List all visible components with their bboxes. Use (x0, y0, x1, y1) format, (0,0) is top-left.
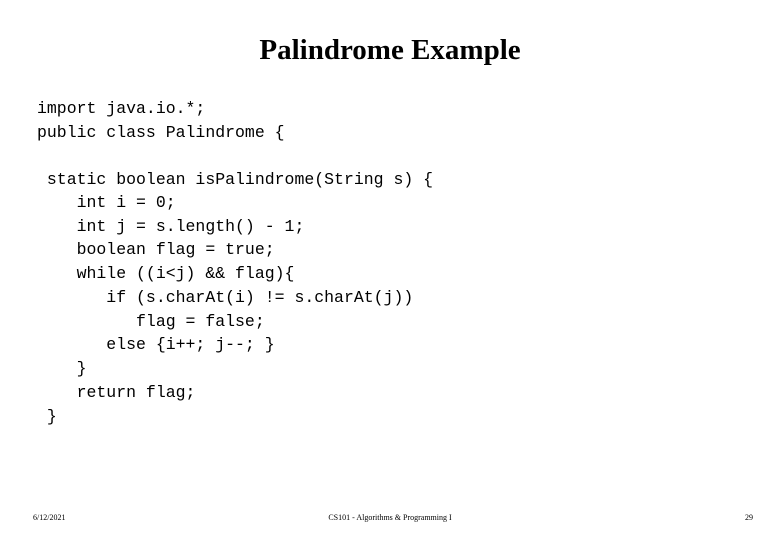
code-line: import java.io.*; (37, 99, 206, 118)
code-line: flag = false; (37, 312, 265, 331)
code-line: else {i++; j--; } (37, 335, 275, 354)
code-line: int i = 0; (37, 193, 176, 212)
footer-date: 6/12/2021 (33, 513, 66, 522)
code-line: if (s.charAt(i) != s.charAt(j)) (37, 288, 414, 307)
code-line: return flag; (37, 383, 196, 402)
code-line: static boolean isPalindrome(String s) { (37, 170, 434, 189)
code-line: } (37, 407, 57, 426)
footer-course: CS101 - Algorithms & Programming I (328, 513, 452, 522)
code-line: int j = s.length() - 1; (37, 217, 305, 236)
page-number: 29 (745, 513, 753, 522)
slide-title: Palindrome Example (259, 34, 521, 66)
code-line: while ((i<j) && flag){ (37, 264, 295, 283)
code-line: } (37, 359, 87, 378)
code-line: public class Palindrome { (37, 123, 285, 142)
code-line: boolean flag = true; (37, 240, 275, 259)
